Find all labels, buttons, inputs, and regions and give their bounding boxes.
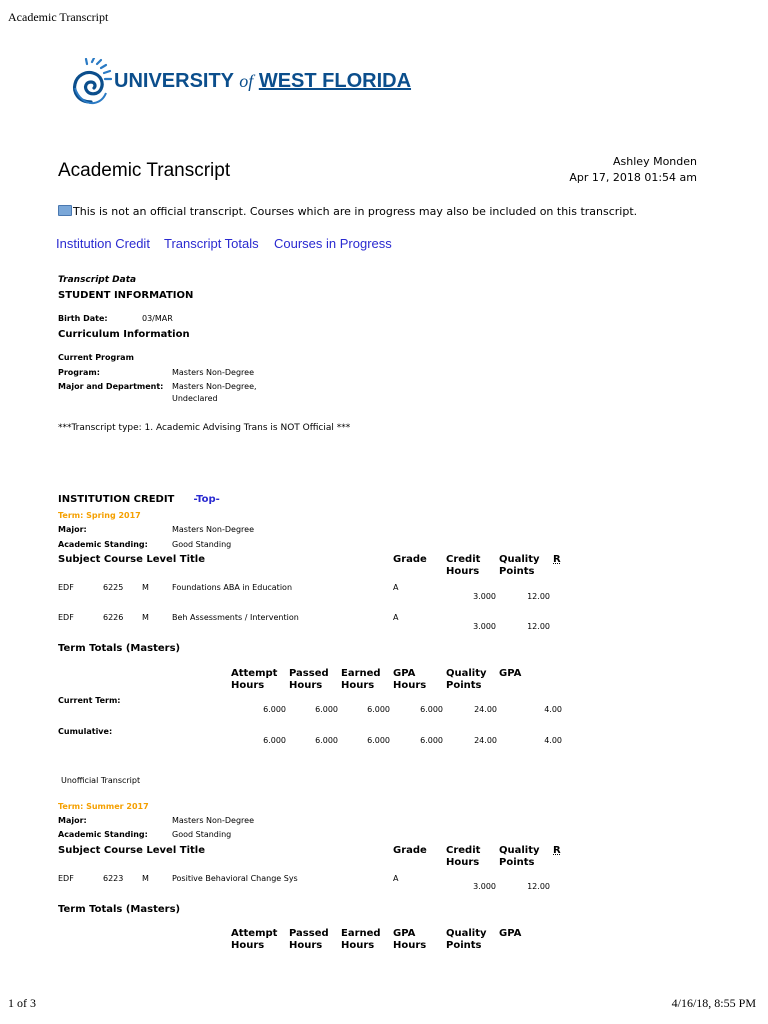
course-level: M (142, 874, 149, 883)
col-credit-hours: Credit Hours (446, 845, 481, 868)
col-gpa: GPA (499, 928, 522, 939)
cumulative-gpa-hours: 6.000 (420, 736, 443, 745)
cumulative-quality-points: 24.00 (474, 736, 497, 745)
logo-text-of: of (239, 71, 254, 91)
course-grade: A (393, 613, 399, 622)
term-summer-2017: Term: Summer 2017 (58, 802, 149, 811)
major-dept-value-line1: Masters Non-Degree, (172, 382, 257, 391)
nautilus-icon (70, 58, 112, 108)
course-level: M (142, 583, 149, 592)
academic-standing-value: Good Standing (172, 830, 232, 839)
course-level: M (142, 613, 149, 622)
course-table-header: Subject Course Level Title (58, 554, 205, 565)
col-gpa: GPA (499, 668, 522, 679)
major-label: Major: (58, 525, 87, 534)
course-title: Beh Assessments / Intervention (172, 613, 299, 622)
current-quality-points: 24.00 (474, 705, 497, 714)
program-value: Masters Non-Degree (172, 368, 254, 377)
current-program-label: Current Program (58, 353, 134, 362)
unofficial-notice (58, 205, 637, 218)
col-credit-hours: Credit Hours (446, 554, 481, 577)
major-value: Masters Non-Degree (172, 525, 254, 534)
nav-link-institution-credit[interactable]: Institution Credit (56, 236, 150, 251)
birth-date-label: Birth Date: (58, 314, 108, 323)
student-info-heading: STUDENT INFORMATION (58, 290, 194, 301)
transcript-data-heading: Transcript Data (58, 275, 137, 285)
major-value: Masters Non-Degree (172, 816, 254, 825)
current-gpa-hours: 6.000 (420, 705, 443, 714)
course-subject: EDF (58, 583, 74, 592)
col-passed-hours: Passed Hours (289, 928, 329, 951)
course-subject: EDF (58, 613, 74, 622)
logo-text-university: UNIVERSITY (114, 70, 234, 92)
cumulative-label: Cumulative: (58, 727, 113, 736)
course-quality-points: 12.00 (527, 882, 550, 891)
nav-link-transcript-totals[interactable]: Transcript Totals (164, 236, 259, 251)
print-page-number: 1 of 3 (8, 996, 36, 1010)
major-dept-label: Major and Department: (58, 382, 164, 391)
col-quality-points: Quality Points (499, 845, 540, 868)
col-grade: Grade (393, 845, 427, 856)
major-label: Major: (58, 816, 87, 825)
nav-link-courses-in-progress[interactable]: Courses in Progress (274, 236, 392, 251)
course-quality-points: 12.00 (527, 622, 550, 631)
print-timestamp: 4/16/18, 8:55 PM (671, 996, 756, 1010)
course-number: 6223 (103, 874, 124, 883)
birth-date-value: 03/MAR (142, 314, 173, 323)
course-grade: A (393, 583, 399, 592)
cumulative-passed-hours: 6.000 (315, 736, 338, 745)
course-number: 6226 (103, 613, 124, 622)
program-label: Program: (58, 368, 100, 377)
col-attempt-hours: Attempt Hours (231, 928, 278, 951)
course-quality-points: 12.00 (527, 592, 550, 601)
col-gpa-hours: GPA Hours (393, 928, 427, 951)
term-totals-heading: Term Totals (Masters) (58, 904, 181, 915)
col-quality-points: Quality Points (499, 554, 540, 577)
academic-standing-value: Good Standing (172, 540, 232, 549)
current-gpa: 4.00 (544, 705, 562, 714)
print-page-title: Academic Transcript (8, 10, 109, 24)
course-table-header: Subject Course Level Title (58, 845, 205, 856)
col-grade: Grade (393, 554, 427, 565)
term-spring-2017: Term: Spring 2017 (58, 511, 141, 520)
academic-standing-label: Academic Standing: (58, 540, 148, 549)
current-attempt-hours: 6.000 (263, 705, 286, 714)
cumulative-earned-hours: 6.000 (367, 736, 390, 745)
institution-credit-section-heading (58, 487, 220, 506)
col-earned-hours: Earned Hours (341, 668, 381, 691)
notice-text: This is not an official transcript. Courses which are in progress may also be included on this transcript. (73, 205, 638, 218)
cumulative-attempt-hours: 6.000 (263, 736, 286, 745)
course-credit-hours: 3.000 (473, 622, 496, 631)
course-grade: A (393, 874, 399, 883)
logo-text-west-florida: WEST FLORIDA (258, 70, 412, 92)
transcript-type: ***Transcript type: 1. Academic Advising Trans is NOT Official *** (58, 423, 351, 433)
col-earned-hours: Earned Hours (341, 928, 381, 951)
course-title: Positive Behavioral Change Sys (172, 874, 298, 883)
col-r: R (553, 845, 561, 856)
top-link[interactable]: -Top- (193, 494, 220, 505)
course-number: 6225 (103, 583, 124, 592)
course-title: Foundations ABA in Education (172, 583, 293, 592)
unofficial-transcript-note: Unofficial Transcript (61, 776, 141, 785)
comment-icon (58, 205, 72, 216)
major-dept-value-line2: Undeclared (172, 394, 218, 403)
col-quality-points: Quality Points (446, 668, 487, 691)
user-name: Ashley Monden (613, 155, 697, 168)
current-passed-hours: 6.000 (315, 705, 338, 714)
col-r: R (553, 554, 561, 565)
course-credit-hours: 3.000 (473, 592, 496, 601)
course-subject: EDF (58, 874, 74, 883)
page-title: Academic Transcript (58, 160, 231, 181)
report-datetime: Apr 17, 2018 01:54 am (569, 171, 697, 184)
col-gpa-hours: GPA Hours (393, 668, 427, 691)
col-passed-hours: Passed Hours (289, 668, 329, 691)
current-term-label: Current Term: (58, 696, 121, 705)
col-attempt-hours: Attempt Hours (231, 668, 278, 691)
col-quality-points: Quality Points (446, 928, 487, 951)
cumulative-gpa: 4.00 (544, 736, 562, 745)
academic-standing-label: Academic Standing: (58, 830, 148, 839)
term-totals-heading: Term Totals (Masters) (58, 643, 181, 654)
institution-credit-heading: INSTITUTION CREDIT (58, 494, 175, 505)
curriculum-heading: Curriculum Information (58, 329, 190, 340)
course-credit-hours: 3.000 (473, 882, 496, 891)
current-earned-hours: 6.000 (367, 705, 390, 714)
